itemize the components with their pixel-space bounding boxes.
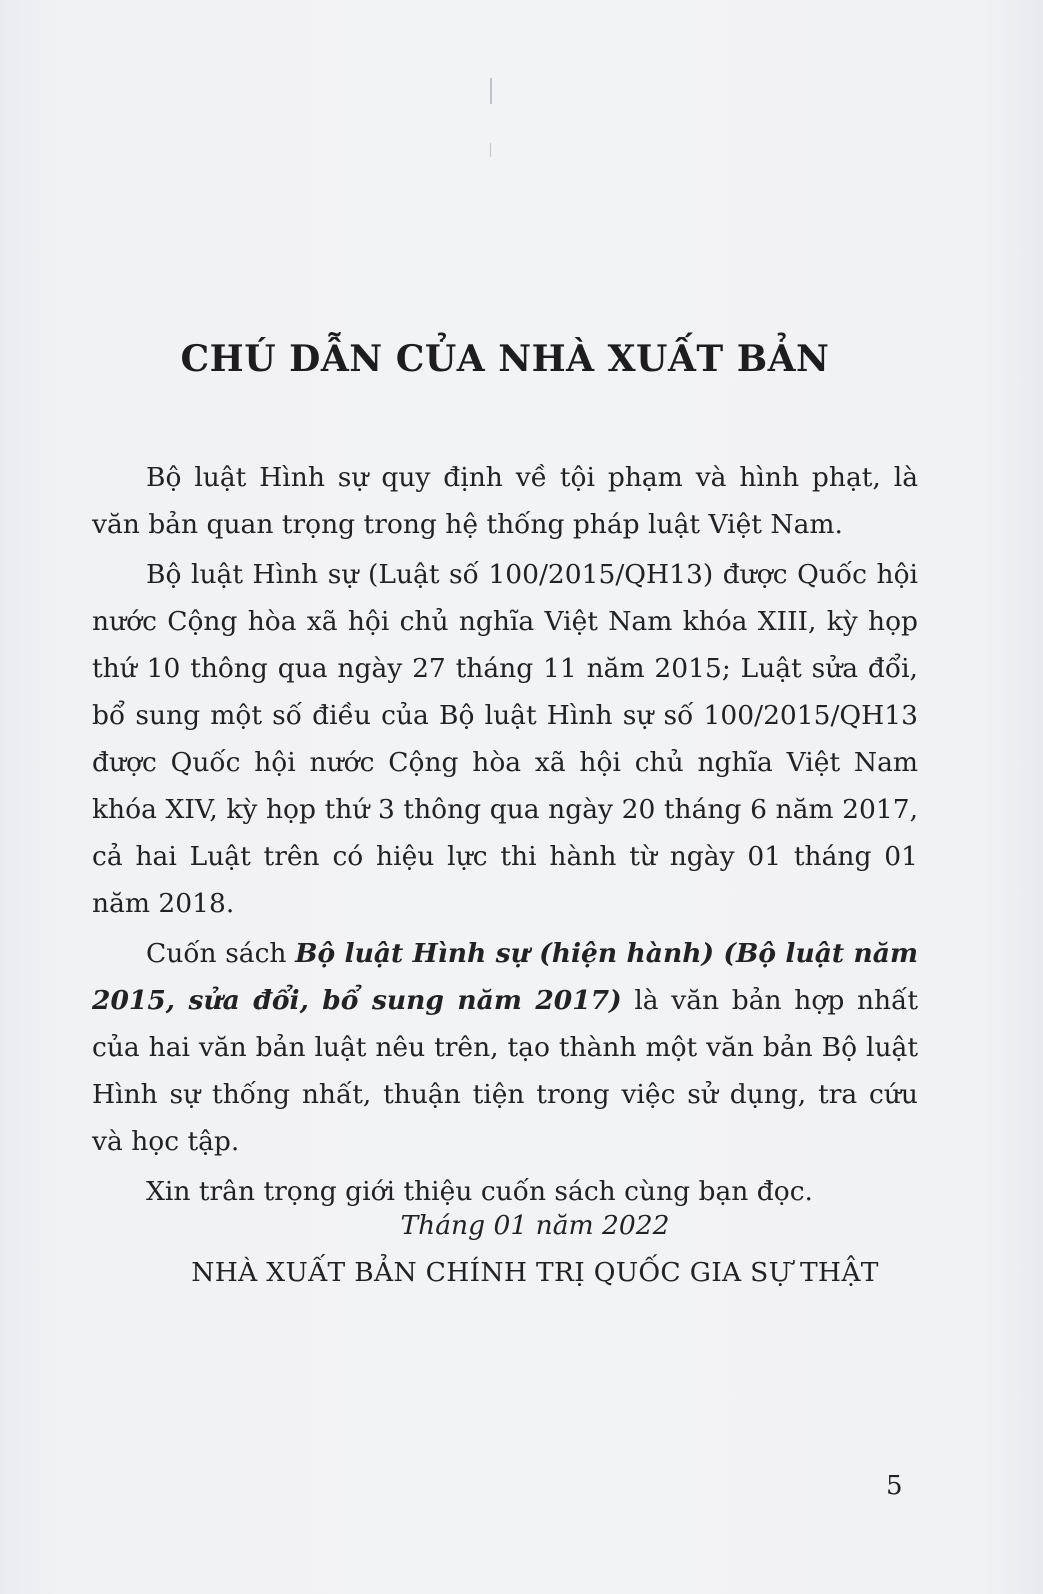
binding-crease-mark	[490, 143, 491, 157]
page-title: CHÚ DẪN CỦA NHÀ XUẤT BẢN	[180, 338, 830, 380]
paragraph-3-suffix: là văn bản hợp nhất của hai văn bản luật nêu trên, tạo thành một văn bản Bộ luật Hình sự thống nhất, thuận tiện trong việc sử dụng, tra cứu và học tập.	[92, 985, 918, 1157]
paragraph-2: Bộ luật Hình sự (Luật số 100/2015/QH13) được Quốc hội nước Cộng hòa xã hội chủ nghĩa Việt Nam khóa XIII, kỳ họp thứ 10 thông qua ngày 27 tháng 11 năm 2015; Luật sửa đổi, bổ sung một số điều của Bộ luật Hình sự số 100/2015/QH13 được Quốc hội nước Cộng hòa xã hội chủ nghĩa Việt Nam khóa XIV, kỳ họp thứ 3 thông qua ngày 20 tháng 6 năm 2017, cả hai Luật trên có hiệu lực thi hành từ ngày 01 tháng 01 năm 2018.	[92, 559, 918, 919]
binding-crease-mark	[490, 78, 492, 104]
paragraph-4: Xin trân trọng giới thiệu cuốn sách cùng bạn đọc.	[146, 1176, 813, 1207]
signature-block	[0, 1202, 1043, 1296]
book-title-emphasis: Bộ luật Hình sự (hiện hành) (Bộ luật năm 2015, sửa đổi, bổ sung năm 2017)	[92, 938, 918, 1016]
signature-date: Tháng 01 năm 2022	[400, 1210, 670, 1241]
paragraph-1: Bộ luật Hình sự quy định về tội phạm và hình phạt, là văn bản quan trọng trong hệ thống pháp luật Việt Nam.	[92, 462, 918, 540]
paragraph-3	[92, 930, 918, 1165]
publisher-name: NHÀ XUẤT BẢN CHÍNH TRỊ QUỐC GIA SỰ THẬT	[191, 1257, 879, 1288]
paragraph-3-prefix: Cuốn sách	[146, 938, 296, 969]
page-number: 5	[886, 1471, 903, 1501]
foreword-body	[92, 454, 918, 1218]
